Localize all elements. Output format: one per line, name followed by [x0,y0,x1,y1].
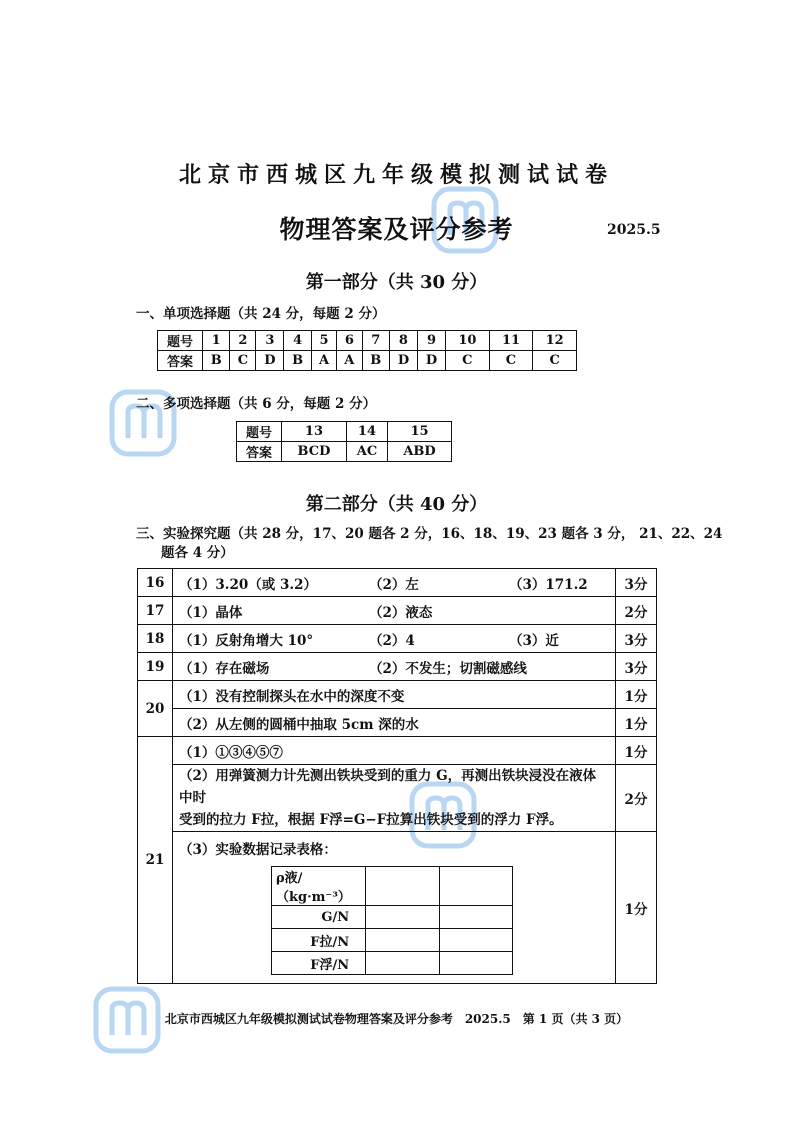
table-row [138,765,657,832]
question-number: 19 [138,653,173,681]
question-number: 18 [138,625,173,653]
answer-line: （2）用弹簧测力计先测出铁块受到的重力 G，再测出铁块浸没在液体中时 [179,768,597,806]
table-row [138,569,657,597]
single-choice-heading: 一、单项选择题（共 24 分，每题 2 分） [136,306,386,322]
table-row [138,737,657,765]
answer-cell [173,569,616,597]
record-cell [439,929,512,952]
score-cell: 2分 [616,597,657,625]
question-number: 3 [256,331,284,351]
answer-cell: C [230,351,256,371]
answer-cell: C [533,351,577,371]
exam-date: 2025.5 [607,222,661,238]
experiment-heading-line2: 题各 4 分） [161,545,234,561]
record-cell [439,867,512,906]
question-number: 1 [203,331,230,351]
question-row [158,331,577,351]
table-row [138,625,657,653]
table-row [138,653,657,681]
question-number: 11 [489,331,533,351]
score-cell: 1分 [616,681,657,709]
question-number: 2 [230,331,256,351]
answer-cell: D [389,351,417,371]
question-number: 6 [337,331,362,351]
answer-part: （1）晶体 [179,604,243,621]
question-number: 7 [362,331,389,351]
question-number: 9 [417,331,445,351]
single-choice-table [157,330,577,371]
record-label: G/N [272,906,366,929]
question-number: 14 [346,422,387,442]
answer-cell: AC [346,442,387,462]
score-cell: 3分 [616,569,657,597]
score-cell: 1分 [616,832,657,984]
question-number: 13 [282,422,347,442]
answer-cell [173,597,616,625]
multi-choice-heading: 二、多项选择题（共 6 分，每题 2 分） [136,396,377,412]
answer-part: （2）左 [369,576,419,593]
row-label: 题号 [237,422,282,442]
answer-cell: D [256,351,284,371]
row-label: 题号 [158,331,203,351]
answer-part: （3）近 [509,632,559,649]
record-row [272,952,513,975]
question-number: 20 [138,681,173,737]
question-number: 8 [389,331,417,351]
record-label: ρ液/（kg·m⁻³） [272,867,366,906]
score-cell: 1分 [616,737,657,765]
question-number: 21 [138,737,173,984]
record-row [272,929,513,952]
table-row [138,832,657,984]
question-number: 4 [284,331,311,351]
answer-row [237,442,452,462]
answer-part: （1）存在磁场 [179,660,270,677]
answer-part: （2）不发生；切割磁感线 [369,660,527,677]
answer-cell: B [362,351,389,371]
part1-heading: 第一部分（共 30 分） [305,272,488,293]
question-number: 5 [311,331,336,351]
record-table [271,866,513,975]
answer-cell: A [337,351,362,371]
answer-cell [173,625,616,653]
question-number: 17 [138,597,173,625]
answer-part: （1）3.20（或 3.2） [179,576,317,593]
table-row [138,681,657,709]
answer-cell: BCD [282,442,347,462]
answer-part: （3）171.2 [509,576,588,593]
question-number: 10 [446,331,490,351]
answer-cell: ABD [388,442,452,462]
row-label: 答案 [158,351,203,371]
answer-cell [173,832,616,984]
question-number: 16 [138,569,173,597]
answer-cell: （1）没有控制探头在水中的深度不变 [173,681,616,709]
experiment-heading-line1: 三、实验探究题（共 28 分，17、20 题各 2 分，16、18、19、23 题各 3 分， 21、22、24 [136,526,723,542]
answer-cell: B [203,351,230,371]
table-row [138,597,657,625]
record-cell [366,952,439,975]
experiment-answer-table [137,568,657,984]
answer-cell: D [417,351,445,371]
answer-key-title: 物理答案及评分参考 [279,215,514,244]
answer-cell: （1）①③④⑤⑦ [173,737,616,765]
record-cell [366,867,439,906]
row-label: 答案 [237,442,282,462]
answer-part: （2）液态 [369,604,433,621]
part2-heading: 第二部分（共 40 分） [305,494,488,515]
record-label: F拉/N [272,929,366,952]
question-row [237,422,452,442]
answer-part: （2）4 [369,632,415,649]
answer-cell: （2）从左侧的圆桶中抽取 5cm 深的水 [173,709,616,737]
score-cell: 1分 [616,709,657,737]
answer-cell [173,765,616,832]
score-cell: 2分 [616,765,657,832]
record-label: F浮/N [272,952,366,975]
multi-choice-table [236,421,452,462]
record-row [272,906,513,929]
question-number: 12 [533,331,577,351]
record-cell [366,906,439,929]
answer-cell: B [284,351,311,371]
table-row [138,709,657,737]
page-footer: 北京市西城区九年级模拟测试试卷物理答案及评分参考 2025.5 第 1 页（共 3 页） [164,1012,629,1026]
question-number: 15 [388,422,452,442]
answer-cell [173,653,616,681]
answer-cell: C [489,351,533,371]
answer-row [158,351,577,371]
exam-title: 北京市西城区九年级模拟测试试卷 [178,162,614,188]
record-cell [439,952,512,975]
answer-cell: C [446,351,490,371]
score-cell: 3分 [616,653,657,681]
record-cell [366,929,439,952]
answer-line: （3）实验数据记录表格： [179,842,337,858]
answer-part: （1）反射角增大 10° [179,632,314,649]
record-row [272,867,513,906]
record-cell [439,906,512,929]
score-cell: 3分 [616,625,657,653]
answer-cell: A [311,351,336,371]
answer-line: 受到的拉力 F拉，根据 F浮=G−F拉算出铁块受到的浮力 F浮。 [179,812,563,828]
